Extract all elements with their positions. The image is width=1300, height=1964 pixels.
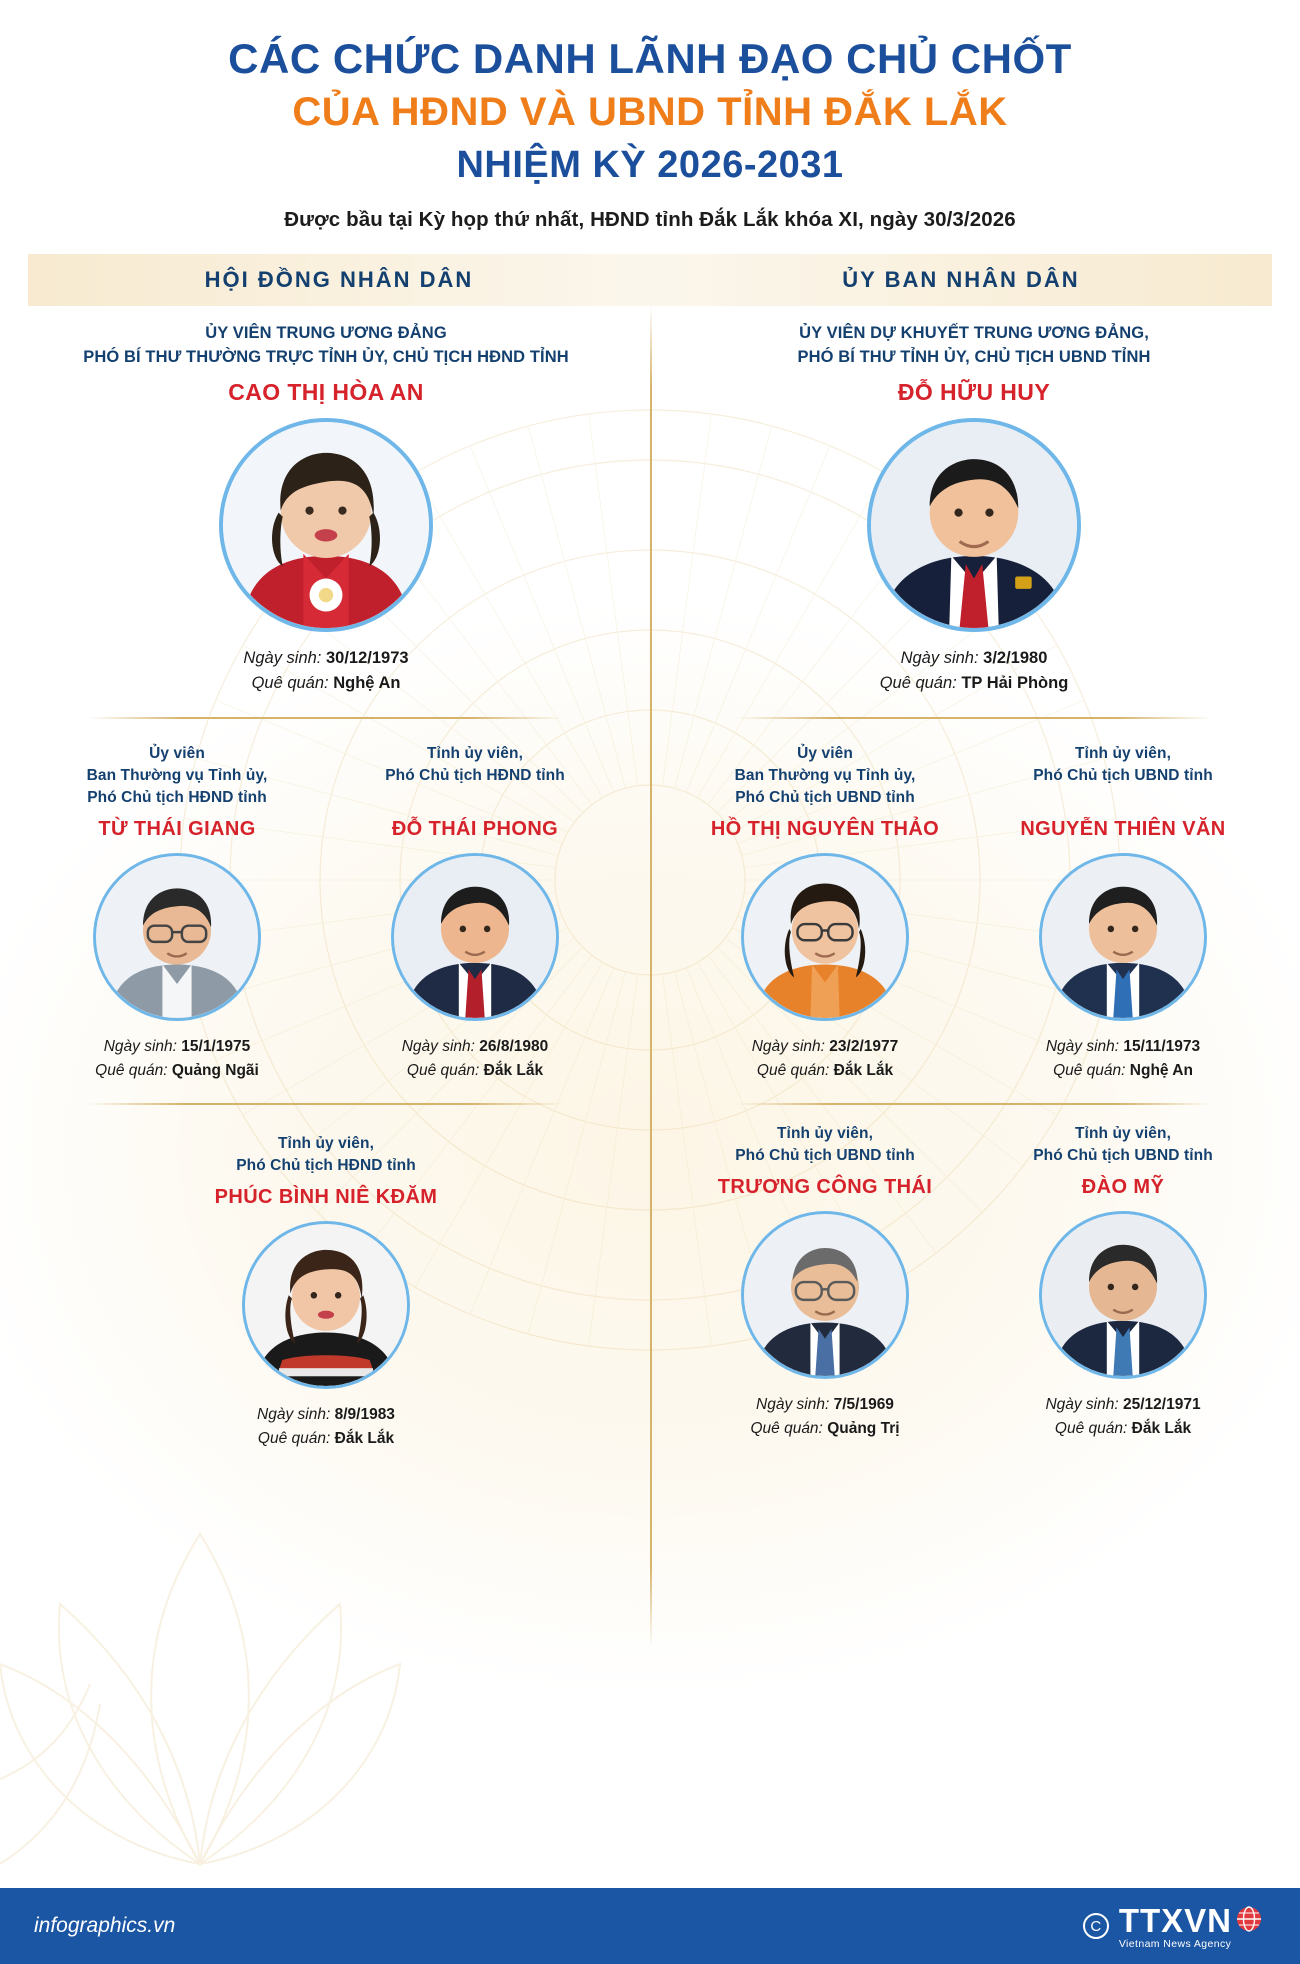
hometown-value: Nghệ An — [333, 674, 401, 693]
person-card-ubnd-vice-4 — [974, 1111, 1272, 1441]
person-role-line2: Phó Chủ tịch UBND tỉnh — [735, 1146, 915, 1164]
footer — [0, 1888, 1300, 1964]
person-role-line2: Phó Chủ tịch HĐND tỉnh — [385, 766, 565, 784]
person-role-line2: Ban Thường vụ Tỉnh ủy, — [734, 766, 916, 784]
person-name: ĐỖ HỮU HUY — [897, 378, 1051, 405]
person-card-hdnd-vice-1 — [28, 725, 326, 1083]
hometown-label: Quê quán: — [879, 674, 957, 693]
hometown-label: Quê quán: — [257, 1429, 331, 1447]
person-card-ubnd-chair — [676, 306, 1272, 697]
hometown-value: TP Hải Phòng — [961, 674, 1069, 693]
dob-label: Ngày sinh: — [900, 648, 979, 667]
person-meta — [34, 1035, 320, 1083]
person-name: ĐỖ THÁI PHONG — [391, 817, 559, 840]
person-role-line2: Phó Chủ tịch UBND tỉnh — [1033, 1146, 1213, 1164]
column-banners — [28, 254, 1272, 306]
person-meta — [980, 1035, 1266, 1083]
agency-name: Vietnam News Agency — [1118, 1938, 1232, 1950]
dob-value: 30/12/1973 — [325, 648, 409, 667]
hometown-label: Quê quán: — [750, 1419, 823, 1437]
hometown-label: Quê quán: — [251, 674, 329, 693]
avatar — [219, 418, 433, 632]
person-meta — [332, 1035, 618, 1083]
person-name: TRƯƠNG CÔNG THÁI — [717, 1175, 933, 1198]
dob-value: 15/11/1973 — [1123, 1037, 1201, 1055]
person-role-line1: ỦY VIÊN TRUNG ƯƠNG ĐẢNG — [205, 323, 447, 342]
page-title-line3: NHIỆM KỲ 2026-2031 — [456, 144, 844, 187]
hometown-label: Quê quán: — [1053, 1061, 1126, 1079]
avatar — [391, 853, 559, 1021]
page-subtitle: Được bầu tại Kỳ họp thứ nhất, HĐND tỉnh Đắk Lắk khóa XI, ngày 30/3/2026 — [284, 207, 1016, 231]
hometown-label: Quê quán: — [406, 1061, 480, 1079]
hometown-label: Quê quán: — [95, 1061, 168, 1079]
dob-label: Ngày sinh: — [1045, 1037, 1120, 1055]
column-divider — [650, 306, 652, 1646]
banner-ubnd: ỦY BAN NHÂN DÂN — [842, 266, 1080, 292]
person-role-line3: Phó Chủ tịch UBND tỉnh — [735, 788, 915, 806]
person-role-line1: Tỉnh ủy viên, — [1074, 744, 1172, 762]
footer-logo — [1083, 1902, 1266, 1950]
hometown-value: Quảng Ngãi — [171, 1061, 259, 1079]
person-card-ubnd-vice-2 — [974, 725, 1272, 1083]
dob-label: Ngày sinh: — [401, 1037, 475, 1055]
person-role-line1: Tỉnh ủy viên, — [277, 1134, 375, 1152]
person-role-line1: Ủy viên — [149, 744, 205, 762]
dob-label: Ngày sinh: — [103, 1037, 177, 1055]
dob-value: 25/12/1971 — [1122, 1395, 1201, 1413]
person-card-hdnd-vice-3 — [28, 1105, 624, 1451]
person-name: NGUYỄN THIÊN VĂN — [1020, 817, 1226, 840]
person-meta — [28, 646, 624, 697]
avatar — [741, 853, 909, 1021]
dob-label: Ngày sinh: — [751, 1037, 825, 1055]
avatar — [1039, 1211, 1207, 1379]
person-meta — [28, 1403, 624, 1451]
dob-label: Ngày sinh: — [243, 648, 322, 667]
dob-value: 3/2/1980 — [983, 648, 1048, 667]
dob-label: Ngày sinh: — [756, 1395, 830, 1413]
person-role-line3: Phó Chủ tịch HĐND tỉnh — [87, 788, 267, 806]
person-role-line2: Phó Chủ tịch UBND tỉnh — [1033, 766, 1213, 784]
person-meta — [676, 646, 1272, 697]
person-role-line1: Ủy viên — [797, 744, 853, 762]
dob-label: Ngày sinh: — [257, 1405, 331, 1423]
person-role-line2: Ban Thường vụ Tỉnh ủy, — [86, 766, 268, 784]
section-divider — [736, 717, 1212, 719]
hometown-value: Nghệ An — [1129, 1061, 1193, 1079]
footer-site[interactable]: infographics.vn — [34, 1914, 176, 1937]
column-ubnd — [650, 306, 1272, 1451]
dob-value: 23/2/1977 — [829, 1037, 899, 1055]
person-name: HỒ THỊ NGUYÊN THẢO — [710, 817, 940, 840]
lotus-decoration — [0, 1464, 460, 1894]
banner-hdnd: HỘI ĐỒNG NHÂN DÂN — [204, 266, 474, 292]
person-role-line2: Phó Chủ tịch HĐND tỉnh — [236, 1156, 416, 1174]
person-card-ubnd-vice-1 — [676, 725, 974, 1083]
person-role-line1: Tỉnh ủy viên, — [776, 1124, 874, 1142]
person-role-line1: Tỉnh ủy viên, — [426, 744, 524, 762]
dob-value: 15/1/1975 — [181, 1037, 251, 1055]
hometown-label: Quê quán: — [1054, 1419, 1128, 1437]
dob-value: 8/9/1983 — [334, 1405, 395, 1423]
header — [0, 0, 1300, 232]
avatar — [867, 418, 1081, 632]
person-card-hdnd-vice-2 — [326, 725, 624, 1083]
hometown-value: Quảng Trị — [827, 1419, 900, 1437]
person-card-hdnd-chair — [28, 306, 624, 697]
person-role-line1: Tỉnh ủy viên, — [1074, 1124, 1172, 1142]
person-name: TỪ THÁI GIANG — [98, 817, 256, 840]
person-meta — [682, 1393, 968, 1441]
person-role-line3 — [980, 787, 1266, 809]
hometown-value: Đắk Lắk — [334, 1429, 395, 1447]
column-hdnd — [28, 306, 650, 1451]
person-name: ĐÀO MỸ — [1081, 1175, 1165, 1198]
dob-value: 26/8/1980 — [479, 1037, 549, 1055]
person-role-line1: ỦY VIÊN DỰ KHUYẾT TRUNG ƯƠNG ĐẢNG, — [799, 323, 1149, 342]
hometown-value: Đắk Lắk — [483, 1061, 544, 1079]
avatar — [741, 1211, 909, 1379]
person-role-line2: PHÓ BÍ THƯ THƯỜNG TRỰC TỈNH ỦY, CHỦ TỊCH HĐND TỈNH — [83, 347, 569, 366]
person-role-line2: PHÓ BÍ THƯ TỈNH ỦY, CHỦ TỊCH UBND TỈNH — [797, 347, 1151, 366]
hometown-label: Quê quán: — [756, 1061, 830, 1079]
dob-label: Ngày sinh: — [1045, 1395, 1119, 1413]
avatar — [242, 1221, 410, 1389]
person-name: PHÚC BÌNH NIÊ KĐĂM — [214, 1185, 438, 1208]
people-grid — [0, 306, 1300, 1451]
agency-abbr: TTXVN — [1118, 1902, 1232, 1939]
person-role-line3 — [332, 787, 618, 809]
copyright-icon: C — [1083, 1913, 1109, 1939]
section-divider — [736, 1103, 1212, 1105]
person-name: CAO THỊ HÒA AN — [228, 378, 424, 405]
hometown-value: Đắk Lắk — [833, 1061, 894, 1079]
page-title-line1: CÁC CHỨC DANH LÃNH ĐẠO CHỦ CHỐT — [228, 35, 1072, 82]
dob-value: 7/5/1969 — [833, 1395, 894, 1413]
globe-icon — [1234, 1904, 1264, 1939]
person-meta — [980, 1393, 1266, 1441]
person-meta — [682, 1035, 968, 1083]
avatar — [1039, 853, 1207, 1021]
page-title-line2: CỦA HĐND VÀ UBND TỈNH ĐẮK LẮK — [292, 89, 1008, 134]
avatar — [93, 853, 261, 1021]
person-card-ubnd-vice-3 — [676, 1111, 974, 1441]
section-divider — [88, 717, 564, 719]
hometown-value: Đắk Lắk — [1131, 1419, 1192, 1437]
